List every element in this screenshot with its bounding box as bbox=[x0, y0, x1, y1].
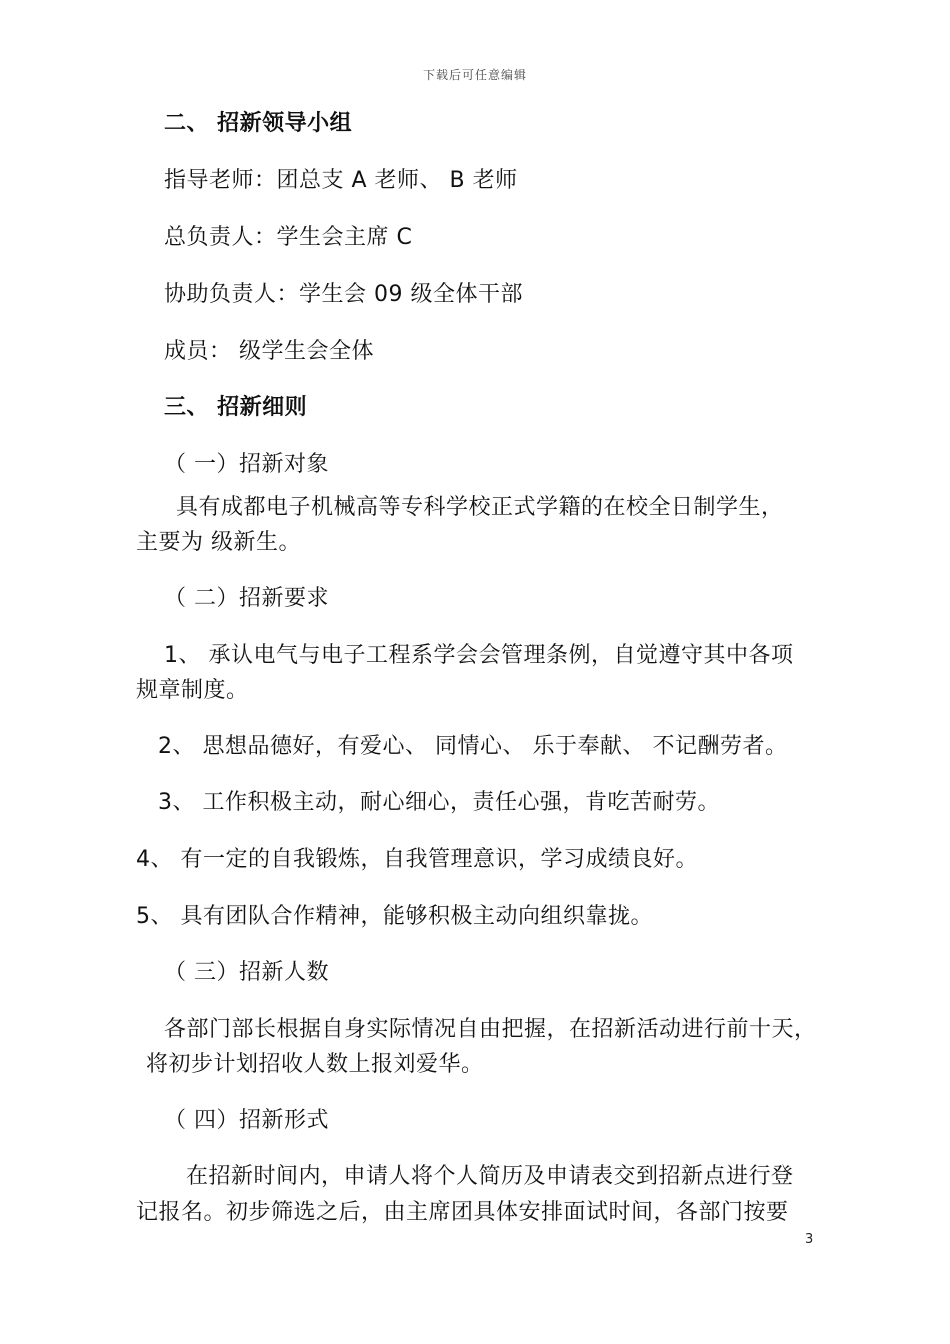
form-text-line1: 在招新时间内，申请人将个人简历及申请表交到招新点进行登 bbox=[186, 1164, 794, 1189]
section-heading-rules: 三、 招新细则 bbox=[164, 395, 308, 420]
count-text-line2: 将初步计划招收人数上报刘爱华。 bbox=[146, 1052, 484, 1077]
advisors-line: 指导老师：团总支 A 老师、 B 老师 bbox=[164, 168, 518, 193]
lead-line: 总负责人：学生会主席 C bbox=[164, 225, 413, 250]
requirement-item-5: 5、 具有团队合作精神，能够积极主动向组织靠拢。 bbox=[136, 904, 653, 929]
target-text-line2: 主要为 级新生。 bbox=[136, 530, 301, 555]
section-heading-leadership: 二、 招新领导小组 bbox=[164, 111, 353, 136]
subsection-title-target: （ 一）招新对象 bbox=[164, 452, 329, 477]
members-line: 成员： 级学生会全体 bbox=[164, 339, 374, 364]
requirement-item-2: 2、 思想品德好，有爱心、 同情心、 乐于奉献、 不记酬劳者。 bbox=[158, 734, 788, 759]
page-number: 3 bbox=[805, 1232, 814, 1247]
count-text-line1: 各部门部长根据自身实际情况自由把握，在招新活动进行前十天， bbox=[164, 1017, 817, 1042]
requirement-item-4: 4、 有一定的自我锻炼，自我管理意识，学习成绩良好。 bbox=[136, 847, 698, 872]
subsection-title-requirements: （ 二）招新要求 bbox=[164, 586, 329, 611]
target-text-line1: 具有成都电子机械高等专科学校正式学籍的在校全日制学生， bbox=[176, 495, 784, 520]
assistants-line: 协助负责人：学生会 09 级全体干部 bbox=[164, 282, 523, 307]
form-text-line2: 记报名。初步筛选之后，由主席团具体安排面试时间，各部门按要 bbox=[136, 1200, 789, 1225]
header-note: 下载后可任意编辑 bbox=[422, 68, 527, 82]
requirement-item-1-line2: 规章制度。 bbox=[136, 678, 249, 703]
subsection-title-count: （ 三）招新人数 bbox=[164, 960, 329, 985]
requirement-item-1-line1: 1、 承认电气与电子工程系学会会管理条例，自觉遵守其中各项 bbox=[164, 643, 794, 668]
subsection-title-form: （ 四）招新形式 bbox=[164, 1108, 329, 1133]
requirement-item-3: 3、 工作积极主动，耐心细心，责任心强，肯吃苦耐劳。 bbox=[158, 790, 720, 815]
